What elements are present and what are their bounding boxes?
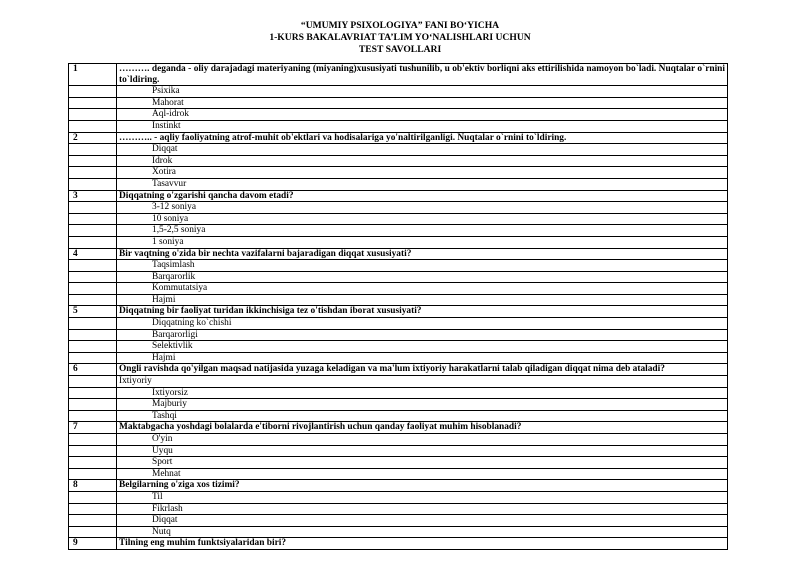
- answer-option: Til: [117, 491, 728, 503]
- answer-option-row: [69, 515, 728, 527]
- answer-option-row: [69, 155, 728, 167]
- answer-number-cell: [69, 376, 117, 388]
- answer-option-row: [69, 410, 728, 422]
- answer-option: Barqarorligi: [117, 329, 728, 341]
- answer-option: Ixtiyoriy: [117, 376, 728, 388]
- answer-number-cell: [69, 387, 117, 399]
- question-text: Tilning eng muhim funktsiyalaridan biri?: [117, 538, 728, 550]
- answer-option-row: [69, 387, 728, 399]
- question-number: 4: [69, 248, 117, 260]
- answer-option-row: [69, 341, 728, 353]
- answer-option: Majburiy: [117, 399, 728, 411]
- test-questions-table: [68, 63, 728, 550]
- answer-option-row: [69, 352, 728, 364]
- answer-option-row: [69, 491, 728, 503]
- answer-number-cell: [69, 178, 117, 190]
- question-row: [69, 480, 728, 492]
- question-text: Bir vaqtning o'zida bir nechta vazifalarni bajaradigan diqqat xususiyati?: [117, 248, 728, 260]
- answer-option: Mehnat: [117, 468, 728, 480]
- question-row: [69, 132, 728, 144]
- answer-number-cell: [69, 109, 117, 121]
- answer-number-cell: [69, 283, 117, 295]
- answer-option-row: [69, 213, 728, 225]
- answer-option: Tasavvur: [117, 178, 728, 190]
- answer-option-row: [69, 225, 728, 237]
- question-row: [69, 422, 728, 434]
- header-test-title: TEST SAVOLLARI: [358, 44, 442, 55]
- answer-option: 1 soniya: [117, 236, 728, 248]
- answer-option-row: [69, 120, 728, 132]
- answer-number-cell: [69, 445, 117, 457]
- answer-number-cell: [69, 515, 117, 527]
- answer-option-row: [69, 178, 728, 190]
- answer-option: Diqqat: [117, 144, 728, 156]
- answer-option: Instinkt: [117, 120, 728, 132]
- question-row: [69, 190, 728, 202]
- answer-option: Selektivlik: [117, 341, 728, 353]
- answer-option-row: [69, 468, 728, 480]
- answer-option: Psixika: [117, 86, 728, 98]
- answer-option-row: [69, 236, 728, 248]
- answer-number-cell: [69, 491, 117, 503]
- question-number: 5: [69, 306, 117, 318]
- question-row: [69, 538, 728, 550]
- answer-number-cell: [69, 155, 117, 167]
- question-text: Diqqatning bir faoliyat turidan ikkinchisiga tez o'tishdan iborat xususiyati?: [117, 306, 728, 318]
- question-number: 9: [69, 538, 117, 550]
- question-row: [69, 364, 728, 376]
- answer-number-cell: [69, 468, 117, 480]
- answer-number-cell: [69, 260, 117, 272]
- answer-number-cell: [69, 318, 117, 330]
- answer-option: Hajmi: [117, 352, 728, 364]
- answer-number-cell: [69, 341, 117, 353]
- question-number: 6: [69, 364, 117, 376]
- answer-number-cell: [69, 294, 117, 306]
- answer-option: Fikrlash: [117, 503, 728, 515]
- answer-option: Uyqu: [117, 445, 728, 457]
- answer-number-cell: [69, 329, 117, 341]
- answer-option: Hajmi: [117, 294, 728, 306]
- answer-number-cell: [69, 271, 117, 283]
- question-row: [69, 248, 728, 260]
- question-number: 8: [69, 480, 117, 492]
- answer-number-cell: [69, 97, 117, 109]
- question-number: 7: [69, 422, 117, 434]
- answer-option: Ixtiyorsiz: [117, 387, 728, 399]
- answer-option: Diqqatning ko`chishi: [117, 318, 728, 330]
- question-text: Maktabgacha yoshdagi bolalarda e'tiborni rivojlantirish uchun qanday faoliyat muhim hisoblanadi?: [117, 422, 728, 434]
- answer-option: Xotira: [117, 167, 728, 179]
- answer-option: 3-12 soniya: [117, 202, 728, 214]
- answer-option: O'yin: [117, 434, 728, 446]
- answer-option-row: [69, 294, 728, 306]
- answer-option-row: [69, 399, 728, 411]
- answer-number-cell: [69, 225, 117, 237]
- answer-number-cell: [69, 399, 117, 411]
- answer-option-row: [69, 97, 728, 109]
- answer-option-row: [69, 503, 728, 515]
- answer-option-row: [69, 260, 728, 272]
- header-subject-title: “UMUMIY PSIXOLOGIYA” FANI BO‘YICHA: [300, 20, 500, 31]
- answer-option-row: [69, 329, 728, 341]
- answer-option: Nutq: [117, 526, 728, 538]
- answer-option: Taqsimlash: [117, 260, 728, 272]
- question-row: [69, 64, 728, 86]
- answer-number-cell: [69, 352, 117, 364]
- answer-number-cell: [69, 120, 117, 132]
- answer-number-cell: [69, 503, 117, 515]
- answer-option-row: [69, 167, 728, 179]
- answer-option: Kommutatsiya: [117, 283, 728, 295]
- answer-number-cell: [69, 434, 117, 446]
- answer-option: Mahorat: [117, 97, 728, 109]
- test-questions-body: [69, 64, 728, 550]
- answer-option-row: [69, 434, 728, 446]
- document-header: [0, 20, 800, 56]
- question-number: 3: [69, 190, 117, 202]
- answer-option: 10 soniya: [117, 213, 728, 225]
- header-course-title: 1-KURS BAKALAVRIAT TA’LIM YO‘NALISHLARI UCHUN: [269, 32, 531, 43]
- answer-option-row: [69, 109, 728, 121]
- question-number: 1: [69, 64, 117, 86]
- answer-number-cell: [69, 167, 117, 179]
- question-text: Ongli ravishda qo'yilgan maqsad natijasida yuzaga keladigan va ma'lum ixtiyoriy harakatlarni talab qiladigan diqqat nima deb ataladi?: [117, 364, 728, 376]
- answer-option: Idrok: [117, 155, 728, 167]
- answer-option: 1,5-2,5 soniya: [117, 225, 728, 237]
- answer-number-cell: [69, 144, 117, 156]
- answer-option: Aql-idrok: [117, 109, 728, 121]
- answer-option: Diqqat: [117, 515, 728, 527]
- answer-option-row: [69, 526, 728, 538]
- answer-option-row: [69, 202, 728, 214]
- question-number: 2: [69, 132, 117, 144]
- answer-option-row: [69, 144, 728, 156]
- answer-option: Sport: [117, 457, 728, 469]
- question-text: ……….. - aqliy faoliyatning atrof-muhit ob'ektlari va hodisalariga yo'naltirilganligi. Nuqtalar o`rnini to`ldiring.: [117, 132, 728, 144]
- question-text: Belgilarning o'ziga xos tizimi?: [117, 480, 728, 492]
- question-text: Diqqatning o'zgarishi qancha davom etadi?: [117, 190, 728, 202]
- answer-option-row: [69, 376, 728, 388]
- answer-number-cell: [69, 526, 117, 538]
- answer-option: Tashqi: [117, 410, 728, 422]
- answer-number-cell: [69, 236, 117, 248]
- answer-number-cell: [69, 202, 117, 214]
- answer-option-row: [69, 318, 728, 330]
- answer-option-row: [69, 283, 728, 295]
- answer-option-row: [69, 271, 728, 283]
- question-text: ………. deganda - oliy darajadagi materiyaning (miyaning)xususiyati tushunilib, u ob'ektiv borliqni aks ettirilishida namoyon bo`ladi. Nuqtalar o`rnini to`ldiring.: [117, 64, 728, 86]
- answer-number-cell: [69, 86, 117, 98]
- answer-number-cell: [69, 213, 117, 225]
- answer-option-row: [69, 457, 728, 469]
- question-row: [69, 306, 728, 318]
- answer-number-cell: [69, 410, 117, 422]
- answer-option-row: [69, 445, 728, 457]
- answer-number-cell: [69, 457, 117, 469]
- answer-option: Barqarorlik: [117, 271, 728, 283]
- answer-option-row: [69, 86, 728, 98]
